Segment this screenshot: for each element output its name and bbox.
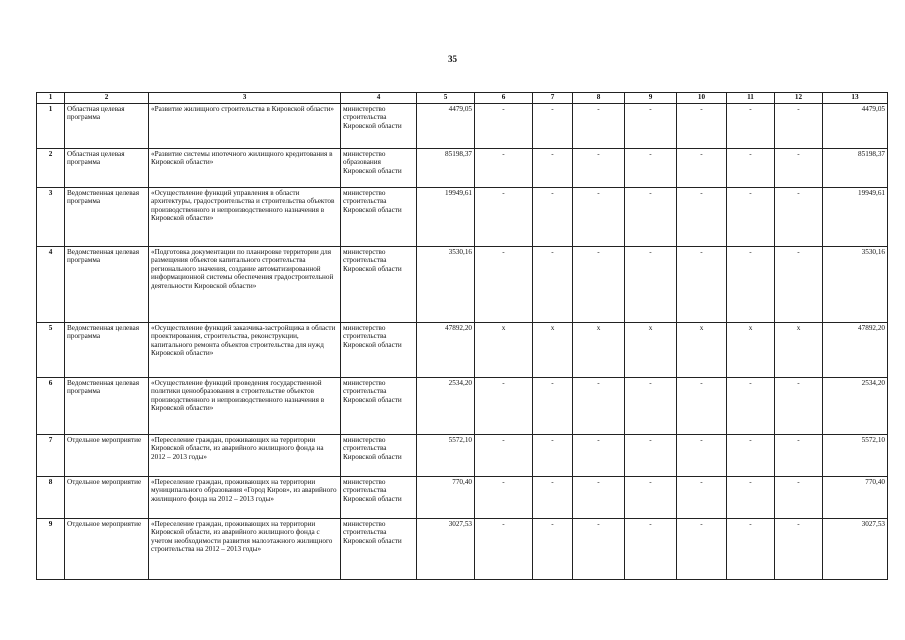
value-cell: - xyxy=(625,247,677,323)
table-row xyxy=(37,378,888,435)
value-cell: x xyxy=(727,323,775,378)
row-number: 1 xyxy=(37,104,65,149)
header-cell: 3 xyxy=(149,93,341,104)
value-cell: - xyxy=(573,519,625,580)
header-cell: 7 xyxy=(533,93,573,104)
row-number: 5 xyxy=(37,323,65,378)
amount-cell: 19949,61 xyxy=(417,188,475,247)
header-cell: 6 xyxy=(475,93,533,104)
table-row xyxy=(37,247,888,323)
total-cell: 3027,53 xyxy=(823,519,888,580)
value-cell: - xyxy=(677,104,727,149)
value-cell: - xyxy=(533,519,573,580)
value-cell: - xyxy=(533,477,573,519)
table-row xyxy=(37,323,888,378)
value-cell: - xyxy=(625,477,677,519)
value-cell: - xyxy=(775,435,823,477)
program-type: Ведомственная целевая программа xyxy=(65,323,149,378)
total-cell: 5572,10 xyxy=(823,435,888,477)
amount-cell: 47892,20 xyxy=(417,323,475,378)
value-cell: - xyxy=(533,104,573,149)
header-cell: 9 xyxy=(625,93,677,104)
header-cell: 4 xyxy=(341,93,417,104)
value-cell: - xyxy=(475,378,533,435)
value-cell: - xyxy=(475,188,533,247)
amount-cell: 3530,16 xyxy=(417,247,475,323)
value-cell: x xyxy=(533,323,573,378)
program-name: «Развитие системы ипотечного жилищного кредитования в Кировской области» xyxy=(149,149,341,188)
responsible-agency: министерство строительства Кировской области xyxy=(341,104,417,149)
responsible-agency: министерство строительства Кировской области xyxy=(341,378,417,435)
value-cell: - xyxy=(533,435,573,477)
table-row xyxy=(37,519,888,580)
responsible-agency: министерство строительства Кировской области xyxy=(341,519,417,580)
value-cell: - xyxy=(475,104,533,149)
value-cell: - xyxy=(727,104,775,149)
value-cell: - xyxy=(727,149,775,188)
value-cell: x xyxy=(475,323,533,378)
value-cell: - xyxy=(533,149,573,188)
total-cell: 85198,37 xyxy=(823,149,888,188)
value-cell: - xyxy=(727,188,775,247)
row-number: 3 xyxy=(37,188,65,247)
program-name: «Переселение граждан, проживающих на территории Кировской области, из аварийного жилищного фонда с учетом необходимости развития малоэтажного жилищного строительства на 2012 – 2013 годы» xyxy=(149,519,341,580)
program-type: Ведомственная целевая программа xyxy=(65,378,149,435)
value-cell: - xyxy=(727,435,775,477)
value-cell: - xyxy=(677,188,727,247)
total-cell: 3530,16 xyxy=(823,247,888,323)
row-number: 6 xyxy=(37,378,65,435)
responsible-agency: министерство строительства Кировской области xyxy=(341,477,417,519)
value-cell: - xyxy=(573,378,625,435)
program-name: «Развитие жилищного строительства в Кировской области» xyxy=(149,104,341,149)
value-cell: - xyxy=(775,247,823,323)
value-cell: - xyxy=(677,378,727,435)
program-type: Отдельное мероприятие xyxy=(65,477,149,519)
value-cell: - xyxy=(475,519,533,580)
value-cell: - xyxy=(573,104,625,149)
value-cell: - xyxy=(573,477,625,519)
header-cell: 12 xyxy=(775,93,823,104)
amount-cell: 3027,53 xyxy=(417,519,475,580)
table-row xyxy=(37,435,888,477)
header-cell: 2 xyxy=(65,93,149,104)
total-cell: 770,40 xyxy=(823,477,888,519)
program-type: Ведомственная целевая программа xyxy=(65,247,149,323)
value-cell: - xyxy=(625,149,677,188)
program-name: «Осуществление функций управления в области архитектуры, градостроительства и строительства объектов производственного и непроизводственного назначения в Кировской области» xyxy=(149,188,341,247)
program-type: Областная целевая программа xyxy=(65,149,149,188)
value-cell: - xyxy=(625,378,677,435)
value-cell: - xyxy=(573,149,625,188)
amount-cell: 85198,37 xyxy=(417,149,475,188)
value-cell: - xyxy=(625,104,677,149)
value-cell: - xyxy=(727,247,775,323)
page-number: 35 xyxy=(448,54,457,64)
value-cell: x xyxy=(775,323,823,378)
header-cell: 11 xyxy=(727,93,775,104)
table-row xyxy=(37,149,888,188)
table-row xyxy=(37,188,888,247)
program-type: Отдельное мероприятие xyxy=(65,435,149,477)
value-cell: - xyxy=(677,519,727,580)
program-type: Ведомственная целевая программа xyxy=(65,188,149,247)
program-name: «Переселение граждан, проживающих на территории Кировской области, из аварийного жилищного фонда на 2012 – 2013 годы» xyxy=(149,435,341,477)
value-cell: - xyxy=(775,149,823,188)
value-cell: x xyxy=(625,323,677,378)
value-cell: x xyxy=(677,323,727,378)
value-cell: - xyxy=(775,378,823,435)
responsible-agency: министерство строительства Кировской области xyxy=(341,188,417,247)
row-number: 8 xyxy=(37,477,65,519)
total-cell: 19949,61 xyxy=(823,188,888,247)
program-type: Областная целевая программа xyxy=(65,104,149,149)
value-cell: - xyxy=(475,477,533,519)
row-number: 9 xyxy=(37,519,65,580)
program-name: «Переселение граждан, проживающих на территории муниципального образования «Город Киров», из аварийного жилищного фонда на 2012 – 2013 годы» xyxy=(149,477,341,519)
responsible-agency: министерство строительства Кировской области xyxy=(341,323,417,378)
value-cell: - xyxy=(775,519,823,580)
program-name: «Подготовка документации по планировке территории для размещения объектов капитального строительства регионального значения, создание автоматизированной информационной системы обеспечения градостроительной деятельности Кировской области» xyxy=(149,247,341,323)
value-cell: - xyxy=(475,435,533,477)
header-cell: 8 xyxy=(573,93,625,104)
value-cell: - xyxy=(573,247,625,323)
header-cell: 5 xyxy=(417,93,475,104)
total-cell: 4479,05 xyxy=(823,104,888,149)
program-name: «Осуществление функций заказчика-застройщика в области проектирования, строительства, реконструкции, капитального ремонта объектов строительства для нужд Кировской области» xyxy=(149,323,341,378)
responsible-agency: министерство строительства Кировской области xyxy=(341,435,417,477)
header-cell: 10 xyxy=(677,93,727,104)
value-cell: - xyxy=(475,247,533,323)
value-cell: - xyxy=(727,477,775,519)
total-cell: 47892,20 xyxy=(823,323,888,378)
program-table xyxy=(36,92,888,580)
value-cell: - xyxy=(677,435,727,477)
value-cell: - xyxy=(727,519,775,580)
value-cell: - xyxy=(727,378,775,435)
row-number: 2 xyxy=(37,149,65,188)
table-header-row xyxy=(37,93,888,104)
value-cell: - xyxy=(775,188,823,247)
row-number: 4 xyxy=(37,247,65,323)
value-cell: - xyxy=(775,477,823,519)
value-cell: - xyxy=(677,477,727,519)
value-cell: - xyxy=(625,188,677,247)
program-name: «Осуществление функций проведения государственной политики ценообразования в строительстве объектов производственного и непроизводственного назначения в Кировской области» xyxy=(149,378,341,435)
value-cell: - xyxy=(475,149,533,188)
value-cell: - xyxy=(533,378,573,435)
table-row xyxy=(37,477,888,519)
value-cell: - xyxy=(677,149,727,188)
value-cell: - xyxy=(533,188,573,247)
table-row xyxy=(37,104,888,149)
amount-cell: 770,40 xyxy=(417,477,475,519)
value-cell: - xyxy=(533,247,573,323)
value-cell: - xyxy=(625,435,677,477)
header-cell: 1 xyxy=(37,93,65,104)
amount-cell: 2534,20 xyxy=(417,378,475,435)
value-cell: - xyxy=(573,188,625,247)
header-cell: 13 xyxy=(823,93,888,104)
value-cell: x xyxy=(573,323,625,378)
value-cell: - xyxy=(573,435,625,477)
program-type: Отдельное мероприятие xyxy=(65,519,149,580)
total-cell: 2534,20 xyxy=(823,378,888,435)
value-cell: - xyxy=(775,104,823,149)
value-cell: - xyxy=(677,247,727,323)
amount-cell: 5572,10 xyxy=(417,435,475,477)
row-number: 7 xyxy=(37,435,65,477)
amount-cell: 4479,05 xyxy=(417,104,475,149)
value-cell: - xyxy=(625,519,677,580)
responsible-agency: министерство образования Кировской области xyxy=(341,149,417,188)
responsible-agency: министерство строительства Кировской области xyxy=(341,247,417,323)
